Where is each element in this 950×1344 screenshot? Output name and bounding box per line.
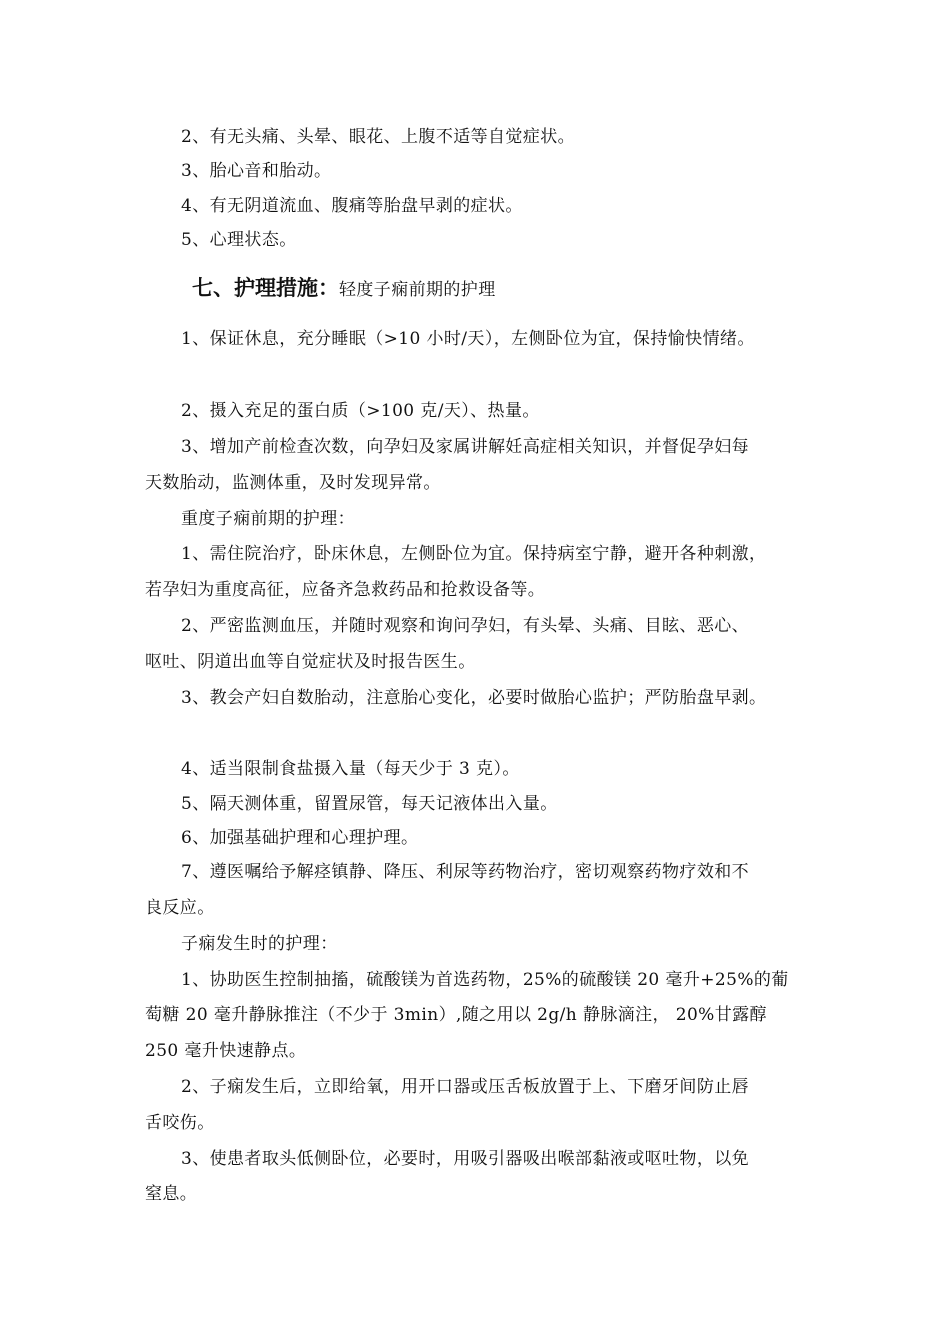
section-subtitle: 轻度子痫前期的护理 xyxy=(339,280,496,300)
paragraph-line: 4、适当限制食盐摄入量（每天少于 3 克）。 xyxy=(181,759,520,779)
paragraph-line: 2、摄入充足的蛋白质（>100 克/天）、热量。 xyxy=(181,401,540,421)
paragraph-line: 窒息。 xyxy=(145,1184,198,1204)
section-title: 七、护理措施： xyxy=(192,276,339,300)
paragraph-line: 子痫发生时的护理： xyxy=(181,934,338,954)
paragraph-line: 1、保证休息，充分睡眠（>10 小时/天），左侧卧位为宜，保持愉快情绪。 xyxy=(181,329,755,349)
paragraph-line: 萄糖 20 毫升静脉推注（不少于 3min）,随之用以 2g/h 静脉滴注， 20%甘露醇 xyxy=(145,1005,767,1025)
paragraph-line: 1、需住院治疗，卧床休息，左侧卧位为宜。保持病室宁静，避开各种刺激， xyxy=(181,544,767,564)
paragraph-line: 天数胎动，监测体重，及时发现异常。 xyxy=(145,473,441,493)
paragraph-line: 6、加强基础护理和心理护理。 xyxy=(181,828,419,848)
paragraph-line: 2、有无头痛、头晕、眼花、上腹不适等自觉症状。 xyxy=(181,127,576,147)
paragraph-line: 重度子痫前期的护理： xyxy=(181,509,355,529)
paragraph-line: 250 毫升快速静点。 xyxy=(145,1041,307,1061)
paragraph-line: 3、使患者取头低侧卧位，必要时，用吸引器吸出喉部黏液或呕吐物，以免 xyxy=(181,1149,750,1169)
paragraph-line: 7、遵医嘱给予解痉镇静、降压、利尿等药物治疗，密切观察药物疗效和不 xyxy=(181,862,750,882)
paragraph-line: 呕吐、阴道出血等自觉症状及时报告医生。 xyxy=(145,652,476,672)
paragraph-line: 5、隔天测体重，留置尿管，每天记液体出入量。 xyxy=(181,794,558,814)
paragraph-line: 4、有无阴道流血、腹痛等胎盘早剥的症状。 xyxy=(181,196,523,216)
paragraph-line: 3、胎心音和胎动。 xyxy=(181,161,332,181)
paragraph-line: 若孕妇为重度高征，应备齐急救药品和抢救设备等。 xyxy=(145,580,546,600)
paragraph-line: 2、严密监测血压，并随时观察和询问孕妇，有头晕、头痛、目眩、恶心、 xyxy=(181,616,750,636)
paragraph-line: 3、增加产前检查次数，向孕妇及家属讲解妊高症相关知识，并督促孕妇每 xyxy=(181,437,750,457)
paragraph-line: 5、心理状态。 xyxy=(181,230,297,250)
section-heading xyxy=(192,272,496,306)
paragraph-line: 舌咬伤。 xyxy=(145,1113,215,1133)
paragraph-line: 3、教会产妇自数胎动，注意胎心变化，必要时做胎心监护；严防胎盘早剥。 xyxy=(181,688,767,708)
paragraph-line: 良反应。 xyxy=(145,898,215,918)
paragraph-line: 1、协助医生控制抽搐，硫酸镁为首选药物，25%的硫酸镁 20 毫升+25%的葡 xyxy=(181,970,789,990)
paragraph-line: 2、子痫发生后，立即给氧，用开口器或压舌板放置于上、下磨牙间防止唇 xyxy=(181,1077,750,1097)
